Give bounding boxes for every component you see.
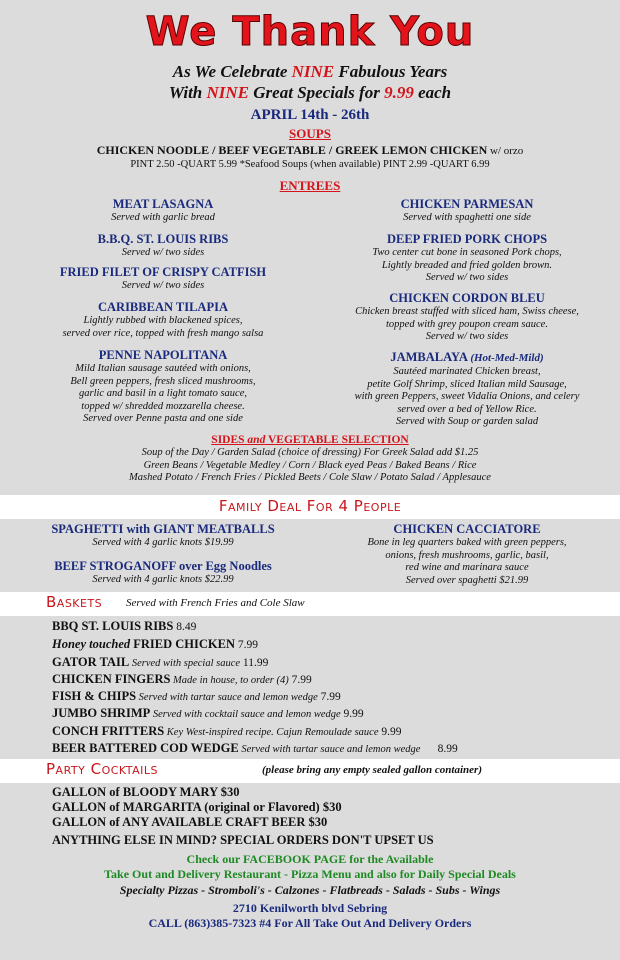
baskets-heading: Baskets xyxy=(46,593,103,611)
baskets-note: Served with French Fries and Cole Slaw xyxy=(126,597,305,609)
phone-line: CALL (863)385-7323 #4 For All Take Out And Delivery Orders xyxy=(148,916,472,930)
cocktail-item: ANYTHING ELSE IN MIND? SPECIAL ORDERS DON'T UPSET US xyxy=(52,833,434,847)
facebook-line: Check our FACEBOOK PAGE for the Available xyxy=(186,852,434,866)
specialty-line: Specialty Pizzas - Stromboli's - Calzones - Flatbreads - Salads - Subs - Wings xyxy=(119,883,501,897)
basket-item: Honey touched FRIED CHICKEN 7.99 xyxy=(52,637,258,651)
delivery-line: Take Out and Delivery Restaurant - Pizza Menu and also for Daily Special Deals xyxy=(104,867,516,881)
sides-list: Soup of the Day / Garden Salad (choice of dressing) For Greek Salad add $1.25 Green Beans / Vegetable Medley / Corn / Black eyed Peas / Baked Beans / Rice Mashed Potato / French Fries / Pickled Beets / Cole Slaw / Potato Salad / Applesauce xyxy=(129,447,491,483)
entree-cordon-bleu: CHICKEN CORDON BLEU Chicken breast stuffed with sliced ham, Swiss cheese, topped with grey poupon cream sauce. Served w/ two sides xyxy=(355,291,579,342)
basket-item: CHICKEN FINGERS Made in house, to order (4) 7.99 xyxy=(52,672,312,686)
baskets-band xyxy=(0,592,620,616)
family-deal-heading: Family Deal For 4 People xyxy=(218,497,402,515)
entree-caribbean-tilapia: CARIBBEAN TILAPIA Lightly rubbed with blackened spices, served over rice, topped with fresh mango salsa xyxy=(62,300,264,339)
entree-bbq-ribs: B.B.Q. ST. LOUIS RIBS Served w/ two sides xyxy=(97,232,229,258)
cocktail-item: GALLON of ANY AVAILABLE CRAFT BEER $30 xyxy=(52,815,328,829)
date-range: APRIL 14th - 26th xyxy=(250,107,370,123)
entrees-heading: ENTREES xyxy=(279,178,341,193)
family-cacciatore: CHICKEN CACCIATORE Bone in leg quarters baked with green peppers, onions, fresh mushrooms, garlic, basil, red wine and marinara sauce Served over spaghetti $21.99 xyxy=(367,522,567,586)
soups-prices: PINT 2.50 -QUART 5.99 *Seafood Soups (when available) PINT 2.99 -QUART 6.99 xyxy=(130,159,490,170)
subtitle-line-1: As We Celebrate NINE Fabulous Years xyxy=(172,62,448,81)
basket-item: JUMBO SHRIMP Served with cocktail sauce and lemon wedge 9.99 xyxy=(52,706,364,720)
basket-item: CONCH FRITTERS Key West-inspired recipe. Cajun Remoulade sauce 9.99 xyxy=(52,724,402,738)
sides-heading: SIDES and VEGETABLE SELECTION xyxy=(211,434,409,446)
entree-catfish: FRIED FILET OF CRISPY CATFISH Served w/ two sides xyxy=(59,265,267,291)
basket-item: BBQ ST. LOUIS RIBS 8.49 xyxy=(52,619,197,633)
cocktail-item: GALLON of MARGARITA (original or Flavored) $30 xyxy=(52,800,342,814)
cocktails-heading: Party Cocktails xyxy=(46,760,159,778)
family-deal-band xyxy=(0,495,620,519)
soups-list: CHICKEN NOODLE / BEEF VEGETABLE / GREEK LEMON CHICKEN w/ orzo xyxy=(96,143,524,157)
cocktails-band xyxy=(0,759,620,783)
address: 2710 Kenilworth blvd Sebring xyxy=(232,901,388,915)
cocktails-note: (please bring any empty sealed gallon container) xyxy=(262,764,482,776)
entree-meat-lasagna: MEAT LASAGNA Served with garlic bread xyxy=(111,197,215,223)
entree-chicken-parmesan: CHICKEN PARMESAN Served with spaghetti one side xyxy=(400,197,534,223)
family-spaghetti: SPAGHETTI with GIANT MEATBALLS Served with 4 garlic knots $19.99 xyxy=(51,522,275,548)
basket-item: GATOR TAIL Served with special sauce 11.99 xyxy=(52,655,269,669)
family-stroganoff: BEEF STROGANOFF over Egg Noodles Served with 4 garlic knots $22.99 xyxy=(54,559,272,585)
basket-item: BEER BATTERED COD WEDGE Served with tartar sauce and lemon wedge 8.99 xyxy=(52,741,458,755)
cocktail-item: GALLON of BLOODY MARY $30 xyxy=(52,785,240,799)
entree-jambalaya: JAMBALAYA (Hot-Med-Mild) Sautéed marinated Chicken breast, petite Golf Shrimp, sliced Italian mild Sausage, with green Peppers, sweet Vidalia Onions, and celery served over a bed of Yellow Rice. Served with Soup or garden salad xyxy=(354,350,580,427)
soups-heading: SOUPS xyxy=(289,126,331,141)
entree-pork-chops: DEEP FRIED PORK CHOPS Two center cut bone in seasoned Pork chops, Lightly breaded and fried golden brown. Served w/ two sides xyxy=(372,232,562,283)
subtitle-line-2: With NINE Great Specials for 9.99 each xyxy=(168,83,452,102)
entree-penne-napolitana: PENNE NAPOLITANA Mild Italian sausage sautéed with onions, Bell green peppers, fresh sliced mushrooms, garlic and basil in a light tomato sauce, topped w/ shredded mozzarella cheese. Served over Penne pasta and one side xyxy=(70,348,256,424)
basket-item: FISH & CHIPS Served with tartar sauce and lemon wedge 7.99 xyxy=(52,689,341,703)
page-title: We Thank You xyxy=(145,9,475,55)
